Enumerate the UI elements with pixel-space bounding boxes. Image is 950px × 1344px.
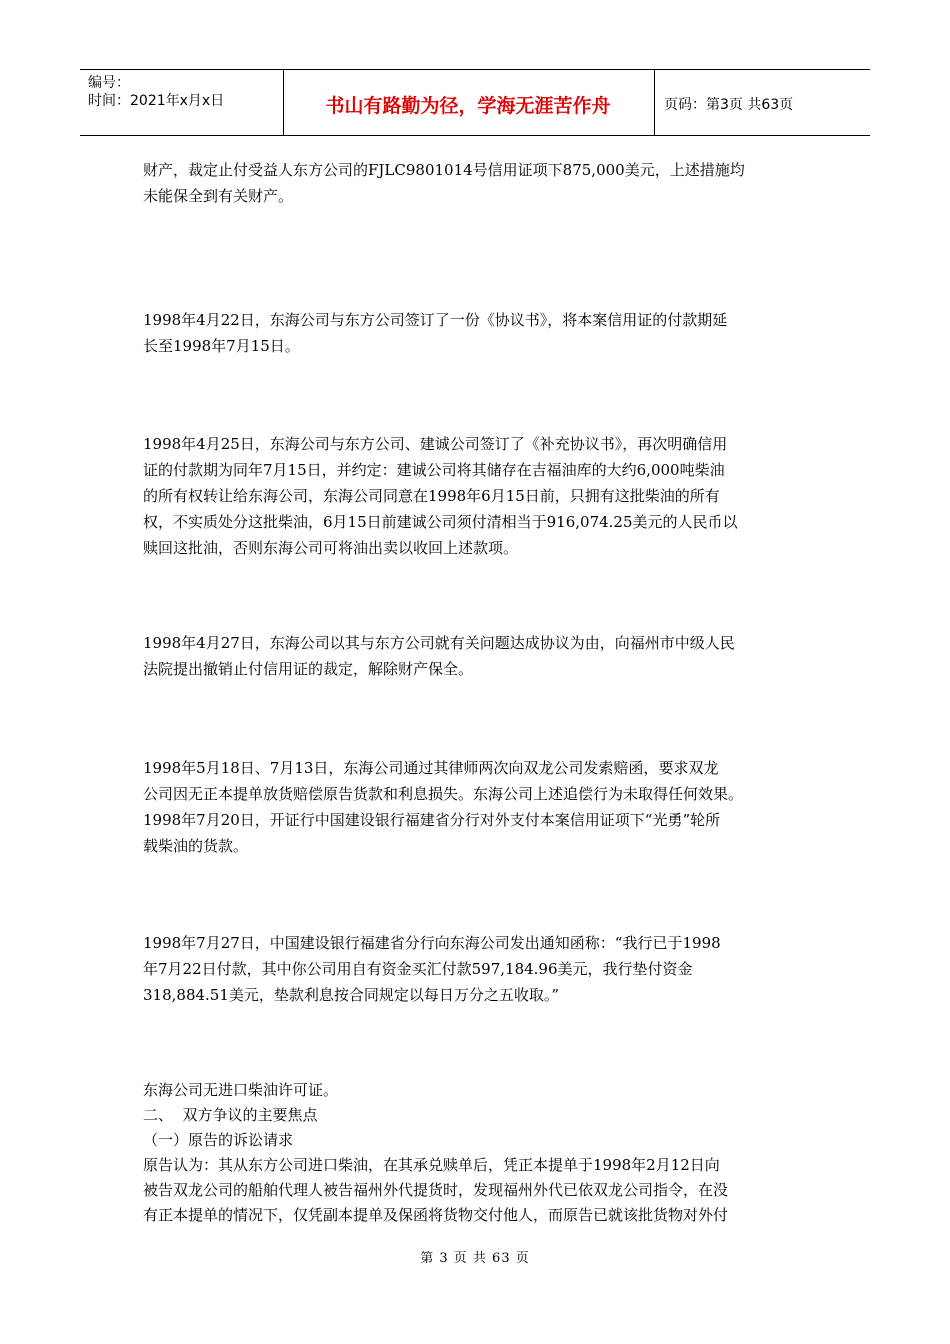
text-line: 1998年7月27日，中国建设银行福建省分行向东海公司发出通知函称：“我行已于1998 — [143, 934, 721, 952]
text-line: 被告双龙公司的船舶代理人被告福州外代提货时，发现福州外代已依双龙公司指令，在没 — [143, 1181, 729, 1199]
page-footer: 第 3 页 共 63 页 — [420, 1251, 530, 1266]
text-line: 1998年5月18日、7月13日，东海公司通过其律师两次向双龙公司发索赔函，要求双龙 — [143, 759, 719, 777]
text-line: 1998年4月27日，东海公司以其与东方公司就有关问题达成协议为由，向福州市中级人民 — [143, 634, 735, 652]
text-line: 东海公司无进口柴油许可证。 — [143, 1081, 339, 1099]
header-motto: 书山有路勤为径，学海无涯苦作舟 — [325, 95, 611, 117]
text-line: 1998年4月22日，东海公司与东方公司签订了一份《协议书》，将本案信用证的付款期延 — [143, 311, 728, 329]
text-line: 1998年4月25日，东海公司与东方公司、建诚公司签订了《补充协议书》，再次明确信用 — [143, 435, 728, 453]
header-bottom-rule — [80, 135, 870, 136]
text-line: 赎回这批油，否则东海公司可将油出卖以收回上述款项。 — [143, 539, 519, 557]
text-line: 财产，裁定止付受益人东方公司的FJLC9801014号信用证项下875,000美元，上述措施均 — [143, 161, 745, 179]
document-number-label: 编号： — [88, 75, 130, 91]
page-number-label: 页码：第3页 共63页 — [664, 97, 794, 113]
text-line: 载柴油的货款。 — [143, 837, 249, 855]
text-line: 1998年7月20日，开证行中国建设银行福建省分行对外支付本案信用证项下“光勇”轮所 — [143, 811, 721, 829]
text-line: 公司因无正本提单放货赔偿原告货款和利息损失。东海公司上述追偿行为未取得任何效果。 — [143, 785, 744, 803]
text-line: 法院提出撤销止付信用证的裁定，解除财产保全。 — [143, 660, 474, 678]
text-line: 证的付款期为同年7月15日，并约定：建诚公司将其储存在吉福油库的大约6,000吨柴油 — [143, 461, 725, 479]
text-line: 权，不实质处分这批柴油，6月15日前建诚公司须付清相当于916,074.25美元的人民币以 — [143, 513, 738, 531]
paragraph-2 — [143, 307, 813, 359]
text-line: 未能保全到有关财产。 — [143, 187, 294, 205]
header-divider-right — [654, 69, 655, 135]
paragraph-1 — [143, 157, 813, 209]
text-line: 原告认为：其从东方公司进口柴油，在其承兑赎单后，凭正本提单于1998年2月12日向 — [143, 1156, 720, 1174]
paragraph-3 — [143, 431, 813, 561]
paragraph-7 — [143, 1078, 813, 1228]
paragraph-6 — [143, 930, 813, 1008]
paragraph-5 — [143, 755, 813, 859]
subsection-heading: （一）原告的诉讼请求 — [143, 1131, 294, 1149]
text-line: 的所有权转让给东海公司，东海公司同意在1998年6月15日前，只拥有这批柴油的所有 — [143, 487, 720, 505]
paragraph-4 — [143, 630, 813, 682]
section-heading: 二、 双方争议的主要焦点 — [143, 1106, 318, 1124]
text-line: 318,884.51美元，垫款利息按合同规定以每日万分之五收取。” — [143, 986, 560, 1004]
header-top-rule — [80, 69, 870, 70]
text-line: 有正本提单的情况下，仅凭副本提单及保函将货物交付他人，而原告已就该批货物对外付 — [143, 1206, 729, 1224]
text-line: 年7月22日付款，其中你公司用自有资金买汇付款597,184.96美元，我行垫付资金 — [143, 960, 693, 978]
document-date-label: 时间：2021年x月x日 — [88, 93, 225, 109]
text-line: 长至1998年7月15日。 — [143, 337, 300, 355]
